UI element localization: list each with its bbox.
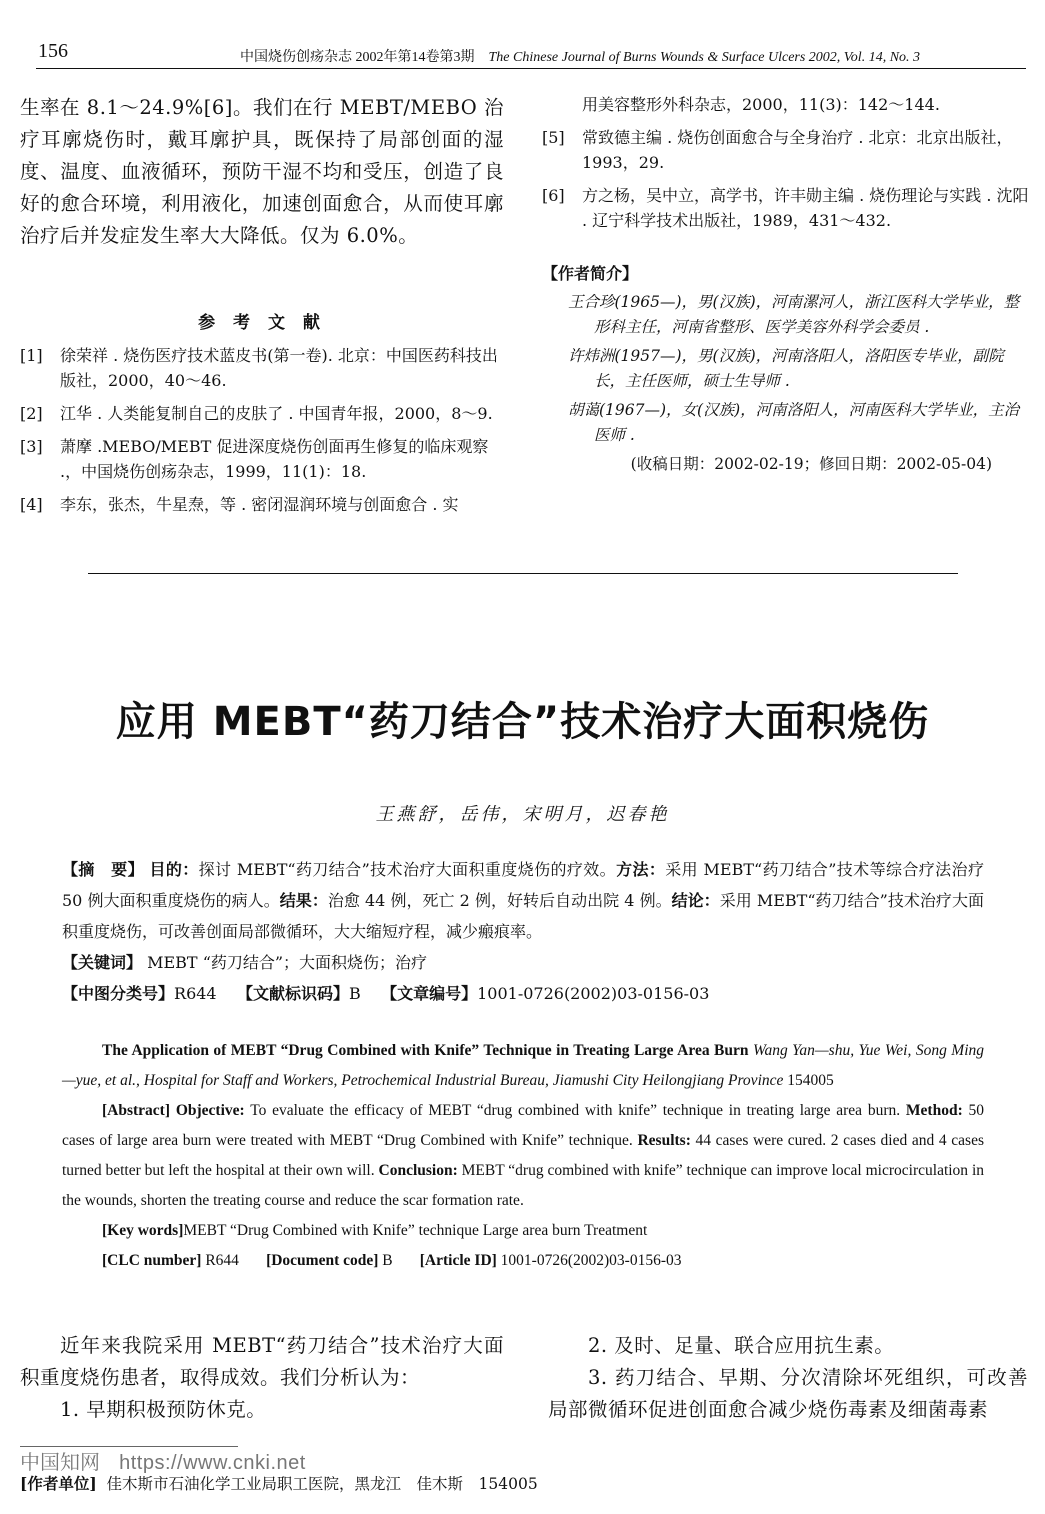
body-paragraph: 2. 及时、足量、联合应用抗生素。 — [588, 1334, 895, 1357]
results-label: 结果： — [279, 891, 328, 910]
body-left-column — [20, 1330, 504, 1426]
doc-code-value: B — [348, 984, 361, 1003]
article-authors: 王燕舒，岳伟，宋明月，迟春艳 — [375, 804, 670, 825]
author-bio: 许炜洲(1957—)，男(汉族)，河南洛阳人，洛阳医专毕业，副院长，主任医师，硕士生导师 . — [568, 347, 1004, 390]
reference-item — [542, 92, 1032, 117]
body-paragraph: 3. 药刀结合、早期、分次清除坏死组织，可改善局部微循环促进创面愈合减少烧伤毒素及细菌毒素 — [548, 1366, 1028, 1421]
reference-item — [20, 492, 504, 517]
reference-item — [20, 401, 504, 426]
keywords-text: MEBT “药刀结合”；大面积烧伤；治疗 — [147, 953, 428, 972]
reference-number: [2] — [20, 404, 43, 423]
english-objective-label: Objective: — [175, 1102, 245, 1119]
author-bio: 胡蔼(1967—)，女(汉族)，河南洛阳人，河南医科大学毕业，主治医师 . — [568, 401, 1020, 444]
english-conclusion-label: Conclusion: — [378, 1162, 458, 1179]
reference-text: 用美容整形外科杂志，2000，11(3)：142～144. — [582, 95, 940, 114]
article-separator — [88, 573, 958, 574]
english-classification-line — [62, 1246, 984, 1276]
running-head — [240, 46, 920, 66]
reference-number: [3] — [20, 437, 43, 456]
reference-item — [542, 183, 1032, 233]
keywords-line — [62, 947, 984, 978]
reference-list-continued — [542, 92, 1032, 233]
english-keywords-line — [62, 1216, 984, 1246]
conclusion-text: 采用 MEBT“药刀结合”技术治疗大面积重度烧伤，可改善创面局部微循环，大大缩短疗程，减少瘢痕率。 — [62, 891, 984, 941]
english-doc-code-label: [Document code] — [266, 1252, 379, 1269]
english-objective: To evaluate the efficacy of MEBT “drug combined with knife” technique in treating large area burn. — [250, 1102, 901, 1119]
reference-item — [542, 125, 1032, 175]
reference-item — [20, 434, 504, 484]
chinese-abstract — [62, 854, 984, 1009]
reference-item — [20, 343, 504, 393]
reference-text: 常致德主编 . 烧伤创面愈合与全身治疗 . 北京：北京出版社，1993，29. — [582, 128, 1013, 172]
reference-number: [1] — [20, 346, 43, 365]
objective-text: 探讨 MEBT“药刀结合”技术治疗大面积重度烧伤的疗效。 — [198, 860, 617, 879]
reference-number: [5] — [542, 128, 565, 147]
body-paragraph: 1. 早期积极预防休克。 — [60, 1398, 267, 1421]
english-method-label: Method: — [905, 1102, 963, 1119]
abstract-paragraph — [62, 854, 984, 947]
author-bio-heading: 【作者简介】 — [542, 264, 639, 283]
conclusion-label: 结论： — [671, 891, 720, 910]
english-results-label: Results: — [637, 1132, 691, 1149]
clc-value: R644 — [174, 984, 217, 1003]
english-abstract-label: [Abstract] — [102, 1102, 171, 1119]
english-clc-label: [CLC number] — [102, 1252, 202, 1269]
article-no-label: 【文章编号】 — [381, 984, 478, 1003]
reference-text: 方之杨，吴中立，高学书，许丰勋主编 . 烧伤理论与实践 . 沈阳 . 辽宁科学技术出版社，1989，431～432. — [582, 186, 1029, 230]
english-title-line — [62, 1036, 984, 1096]
article-no-value: 1001-0726(2002)03-0156-03 — [477, 984, 710, 1003]
keywords-label: 【关键词】 — [62, 953, 143, 972]
doc-code-label: 【文献标识码】 — [236, 984, 349, 1003]
abstract-label: 【摘 要】 — [62, 860, 144, 879]
previous-article-left-column — [20, 92, 504, 525]
results-text: 治愈 44 例，死亡 2 例，好转后自动出院 4 例。 — [327, 891, 672, 910]
received-dates: (收稿日期：2002-02-19；修回日期：2002-05-04) — [630, 455, 992, 473]
english-postcode: 154005 — [787, 1072, 834, 1089]
english-title: The Application of MEBT “Drug Combined with Knife” Technique in Treating Large Area Burn — [102, 1042, 749, 1059]
reference-number: [6] — [542, 186, 565, 205]
article-title: 应用 MEBT“药刀结合”技术治疗大面积烧伤 — [115, 699, 930, 745]
english-abstract-paragraph — [62, 1096, 984, 1216]
reference-number: [4] — [20, 495, 43, 514]
previous-article-right-column — [542, 92, 1032, 477]
watermark-cn: 中国知网 — [20, 1450, 100, 1474]
english-keywords: MEBT “Drug Combined with Knife” technique Large area burn Treatment — [183, 1222, 648, 1239]
classification-line — [62, 978, 984, 1009]
reference-text: 江华 . 人类能复制自己的皮肤了 . 中国青年报，2000，8～9. — [60, 404, 493, 423]
method-label: 方法： — [616, 860, 666, 879]
reference-list — [20, 343, 504, 517]
journal-name-en: The Chinese Journal of Burns Wounds & Surface Ulcers 2002, Vol. 14, No. 3 — [488, 50, 921, 65]
english-conclusion: MEBT “drug combined with knife” technique can improve local microcirculation in the wounds, shorten the treating course and reduce the scar formation rate. — [62, 1162, 984, 1209]
journal-name-cn: 中国烧伤创疡杂志 2002年第14卷第3期 — [240, 50, 475, 65]
watermark-url: https://www.cnki.net — [119, 1452, 306, 1474]
reference-text: 徐荣祥 . 烧伤医疗技术蓝皮书(第一卷). 北京：中国医药科技出版社，2000，40～46. — [60, 346, 498, 390]
english-clc: R644 — [205, 1252, 239, 1269]
header-rule — [36, 68, 1026, 69]
english-doc-code: B — [382, 1252, 393, 1269]
clc-label: 【中图分类号】 — [62, 984, 175, 1003]
method-text: 采用 MEBT“药刀结合”技术等综合疗法治疗 50 例大面积重度烧伤的病人。 — [62, 860, 984, 910]
affiliation-text: 佳木斯市石油化学工业局职工医院，黑龙江 佳木斯 154005 — [106, 1475, 538, 1493]
english-results: 44 cases were cured. 2 cases died and 4 cases turned better but left the hospital at their own will. — [62, 1132, 984, 1179]
reference-text: 萧摩 .MEBO/MEBT 促进深度烧伤创面再生修复的临床观察 .，中国烧伤创疡杂志，1999，11(1)：18. — [60, 437, 489, 481]
author-affiliation-footnote — [20, 1472, 538, 1494]
english-method: 50 cases of large area burn were treated with MEBT “Drug Combined with Knife” technique. — [62, 1102, 985, 1149]
page-number: 156 — [38, 40, 68, 62]
english-article-id: 1001-0726(2002)03-0156-03 — [500, 1252, 682, 1269]
reference-text: 李东，张杰，牛星焘，等 . 密闭湿润环境与创面愈合 . 实 — [60, 495, 459, 514]
body-paragraph: 近年来我院采用 MEBT“药刀结合”技术治疗大面积重度烧伤患者，取得成效。我们分析认为： — [20, 1334, 504, 1389]
body-right-column — [548, 1330, 1028, 1426]
author-bio: 王合珍(1965—)，男(汉族)，河南漯河人，浙江医科大学毕业，整形科主任，河南省整形、医学美容外科学会委员 . — [568, 293, 1020, 336]
english-abstract — [62, 1036, 984, 1276]
english-keywords-label: [Key words] — [102, 1222, 184, 1239]
cnki-watermark — [20, 1446, 306, 1475]
affiliation-label: [作者单位] — [20, 1474, 97, 1493]
english-authors-affiliation: Wang Yan—shu, Yue Wei, Song Ming—yue, et al., Hospital for Staff and Workers, Petrochemical Industrial Bureau, Jiamushi City Heilongjiang Province — [62, 1042, 985, 1089]
references-title: 参 考 文 献 — [198, 313, 326, 333]
objective-label: 目的： — [149, 860, 199, 879]
english-article-id-label: [Article ID] — [419, 1252, 497, 1269]
closing-paragraph: 生率在 8.1～24.9%[6]。我们在行 MEBT/MEBO 治疗耳廓烧伤时，戴耳廓护具，既保持了局部创面的湿度、温度、血液循环，预防干湿不均和受压，创造了良好的愈合环境，利用液化，加速创面愈合，从而使耳廓治疗后并发症发生率大大降低。仅为 6.0%。 — [20, 96, 504, 247]
